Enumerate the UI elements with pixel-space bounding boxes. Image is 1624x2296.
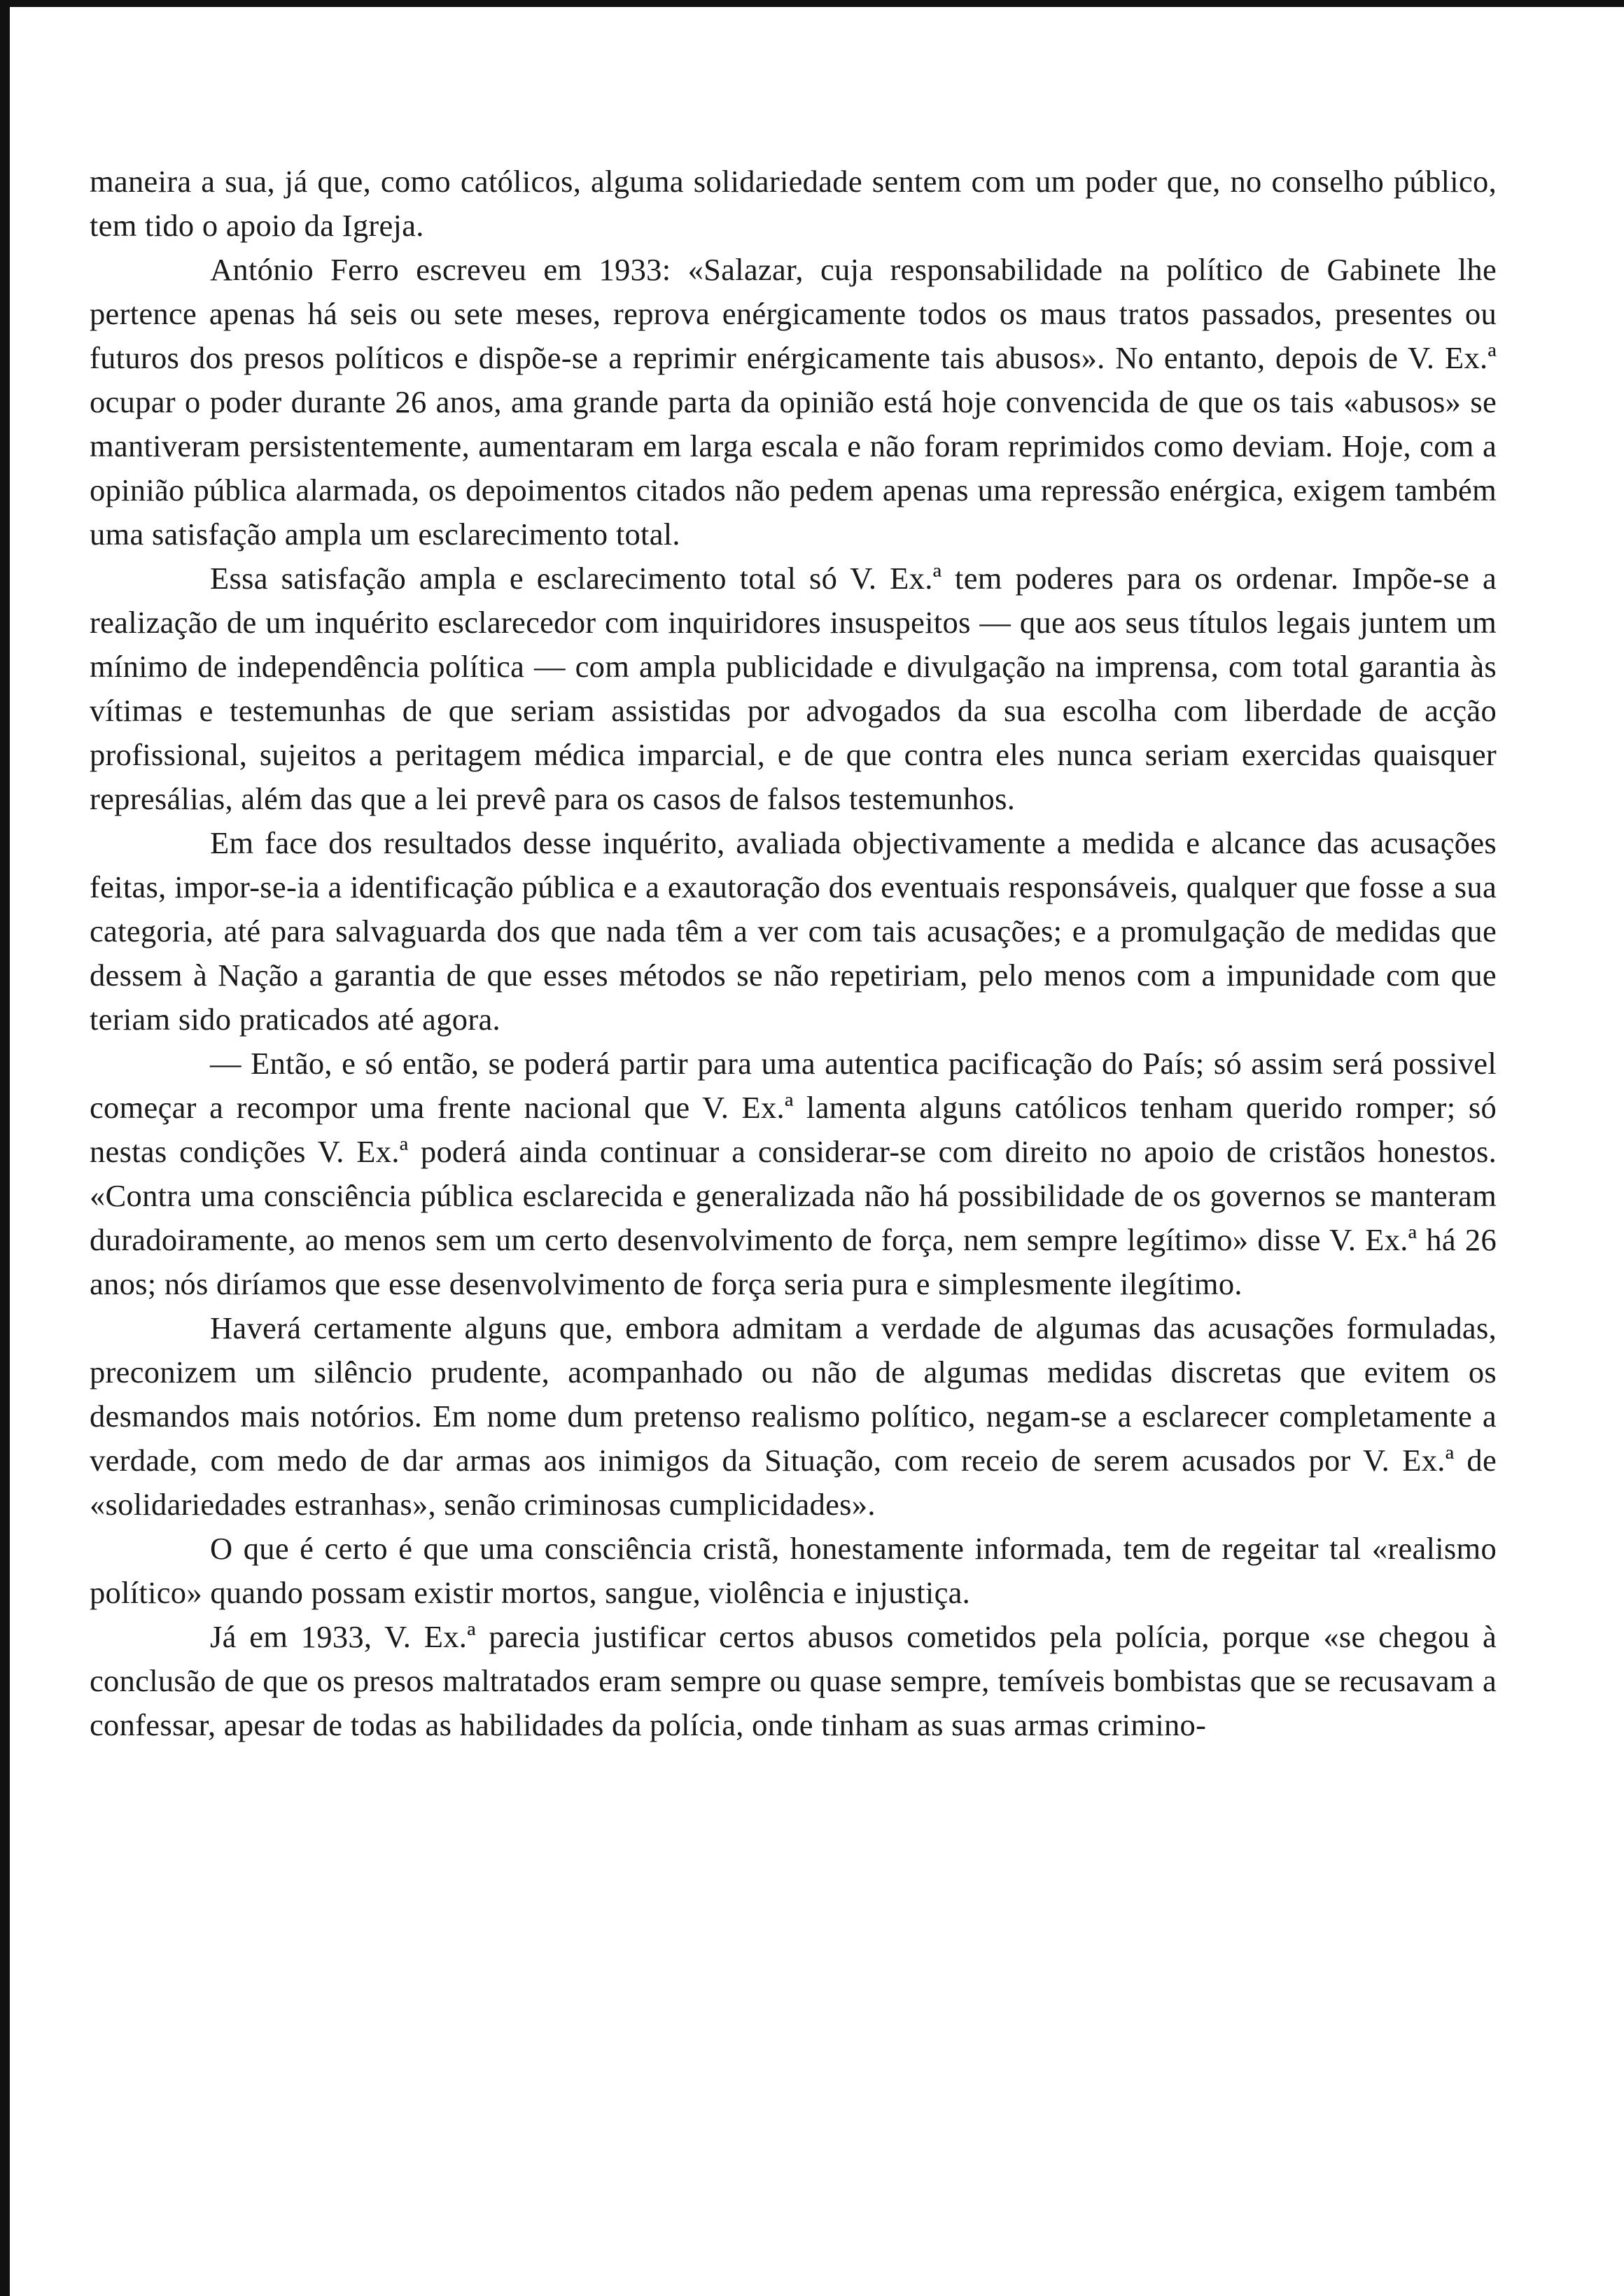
paragraph-7: O que é certo é que uma consciência cristã, honestamente informada, tem de regeitar tal «realismo político» quando possam existir mortos, sangue, violência e injustiça. [90,1531,1497,1610]
paragraph-3: Essa satisfação ampla e esclarecimento total só V. Ex.ª tem poderes para os ordenar. Impõe-se a realização de um inquérito esclarecedor com inquiridores insuspeitos — que aos seus títulos legais juntem um mínimo de independência política — com ampla publicidade e divulgação na imprensa, com total garantia às vítimas e testemunhas de que seriam assistidas por advogados da sua escolha com liberdade de acção profissional, sujeitos a peritagem médica imparcial, e de que contra eles nunca seriam exercidas quaisquer represálias, além das que a lei prevê para os casos de falsos testemunhos. [90,561,1497,816]
paragraph-5: — Então, e só então, se poderá partir para uma autentica pacificação do País; só assim será possivel começar a recompor uma frente nacional que V. Ex.ª lamenta alguns católicos tenham querido romper; só nestas condições V. Ex.ª poderá ainda continuar a considerar-se com direito no apoio de cristãos honestos. «Contra uma consciência pública esclarecida e generalizada não há possibilidade de os governos se manteram duradoiramente, ao menos sem um certo desenvolvimento de força, nem sempre legítimo» disse V. Ex.ª há 26 anos; nós diríamos que esse desenvolvimento de força seria pura e simplesmente ilegítimo. [90,1046,1497,1301]
paragraph-1: maneira a sua, já que, como católicos, alguma solidariedade sentem com um poder que, no conselho público, tem tido o apoio da Igreja. [90,164,1497,243]
paragraph-4: Em face dos resultados desse inquérito, avaliada objectivamente a medida e alcance das acusações feitas, impor-se-ia a identificação pública e a exautoração dos eventuais responsáveis, qualquer que fosse a sua categoria, até para salvaguarda dos que nada têm a ver com tais acusações; e a promulgação de medidas que dessem à Nação a garantia de que esses métodos se não repetiriam, pelo menos com a impunidade com que teriam sido praticados até agora. [90,825,1497,1037]
document-body [90,160,1497,1747]
page-left-edge [0,0,10,2296]
paragraph-8: Já em 1933, V. Ex.ª parecia justificar certos abusos cometidos pela polícia, porque «se chegou à conclusão de que os presos maltratados eram sempre ou quase sempre, temíveis bombistas que se recusavam a confessar, apesar de todas as habilidades da polícia, onde tinham as suas armas crimino- [90,1619,1497,1742]
paragraph-2: António Ferro escreveu em 1933: «Salazar, cuja responsabilidade na político de Gabinete lhe pertence apenas há seis ou sete meses, reprova enérgicamente todos os maus tratos passados, presentes ou futuros dos presos políticos e dispõe-se a reprimir enérgicamente tais abusos». No entanto, depois de V. Ex.ª ocupar o poder durante 26 anos, ama grande parta da opinião está hoje convencida de que os tais «abusos» se mantiveram persistentemente, aumentaram em larga escala e não foram reprimidos como deviam. Hoje, com a opinião pública alarmada, os depoimentos citados não pedem apenas uma repressão enérgica, exigem também uma satisfação ampla um esclarecimento total. [90,252,1497,552]
page-top-edge [0,0,1624,7]
paragraph-6: Haverá certamente alguns que, embora admitam a verdade de algumas das acusações formuladas, preconizem um silêncio prudente, acompanhado ou não de algumas medidas discretas que evitem os desmandos mais notórios. Em nome dum pretenso realismo político, negam-se a esclarecer completamente a verdade, com medo de dar armas aos inimigos da Situação, com receio de serem acusados por V. Ex.ª de «solidariedades estranhas», senão criminosas cumplicidades». [90,1310,1497,1522]
